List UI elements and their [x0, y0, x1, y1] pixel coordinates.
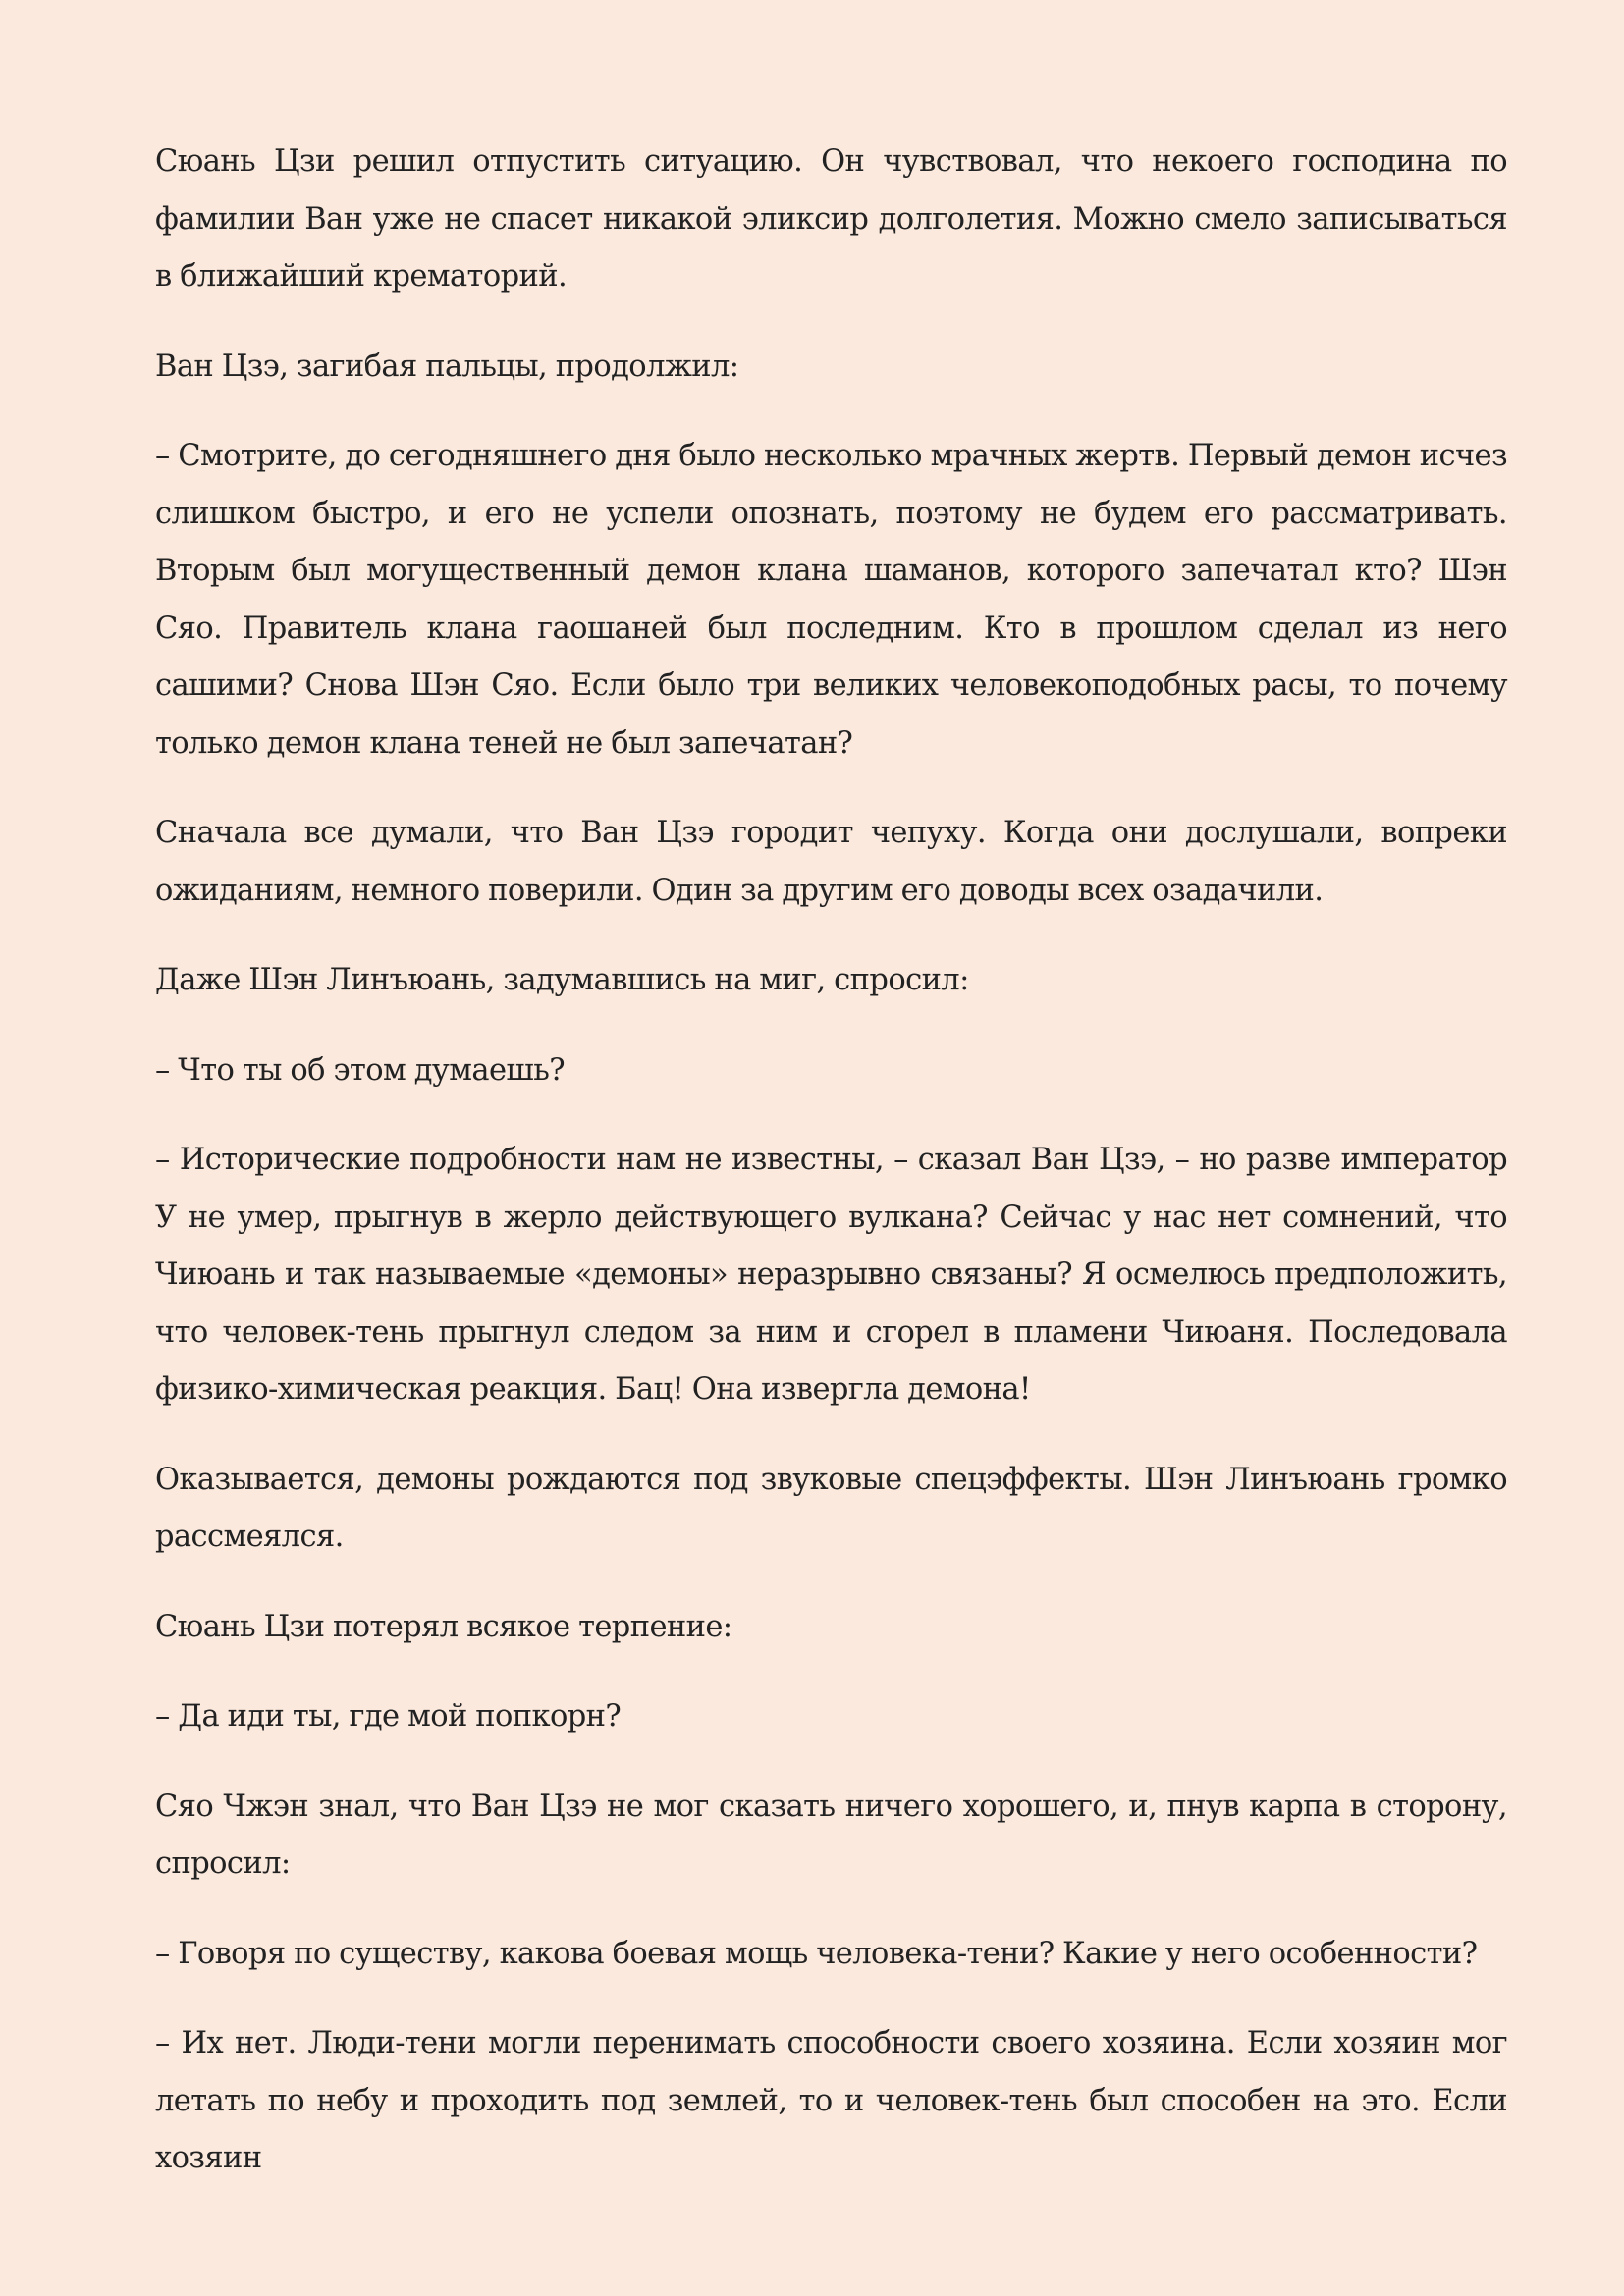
paragraph-3: – Смотрите, до сегодняшнего дня было несколько мрачных жертв. Первый демон исчез слишком быстро, и его не успели опознать, поэтому не будем его рассматривать. Вторым был могущественный демон клана шаманов, которого запечатал кто? Шэн Сяо. Правитель клана гаошаней был последним. Кто в прошлом сделал из него сашими? Снова Шэн Сяо. Если было три великих человекоподобных расы, то почему только демон клана теней не был запечатан? — [155, 439, 1507, 761]
paragraph-7: – Исторические подробности нам не известны, – сказал Ван Цзэ, – но разве император У не умер, прыгнув в жерло действующего вулкана? Сейчас у нас нет сомнений, что Чиюань и так называемые «демоны» неразрывно связаны? Я осмелюсь предположить, что человек-тень прыгнул следом за ним и сгорел в пламени Чиюаня. Последовала физико-химическая реакция. Бац! Она извергла демона! — [155, 1143, 1507, 1407]
paragraph-12: – Говоря по существу, какова боевая мощь человека-тени? Какие у него особенности? — [155, 1936, 1478, 1971]
paragraph-13: – Их нет. Люди-тени могли перенимать способности своего хозяина. Если хозяин мог летать по небу и проходить под землей, то и человек-тень был способен на это. Если хозяин — [155, 2026, 1507, 2175]
paragraph-6: – Что ты об этом думаешь? — [155, 1052, 565, 1088]
paragraph-2: Ван Цзэ, загибая пальцы, продолжил: — [155, 348, 739, 384]
paragraph-11: Сяо Чжэн знал, что Ван Цзэ не мог сказать ничего хорошего, и, пнув карпа в сторону, спросил: — [155, 1789, 1507, 1881]
paragraph-10: – Да иди ты, где мой попкорн? — [155, 1699, 622, 1734]
paragraph-4: Сначала все думали, что Ван Цзэ городит чепуху. Когда они дослушали, вопреки ожиданиям, немного поверили. Один за другим его доводы всех озадачили. — [155, 816, 1507, 908]
document-page — [155, 133, 1507, 2220]
paragraph-8: Оказывается, демоны рождаются под звуковые спецэффекты. Шэн Линъюань громко рассмеялся. — [155, 1462, 1507, 1554]
paragraph-1: Сюань Цзи решил отпустить ситуацию. Он чувствовал, что некоего господина по фамилии Ван уже не спасет никакой эликсир долголетия. Можно смело записываться в ближайший крематорий. — [155, 144, 1507, 294]
paragraph-9: Сюань Цзи потерял всякое терпение: — [155, 1609, 732, 1644]
paragraph-5: Даже Шэн Линъюань, задумавшись на миг, спросил: — [155, 963, 969, 997]
